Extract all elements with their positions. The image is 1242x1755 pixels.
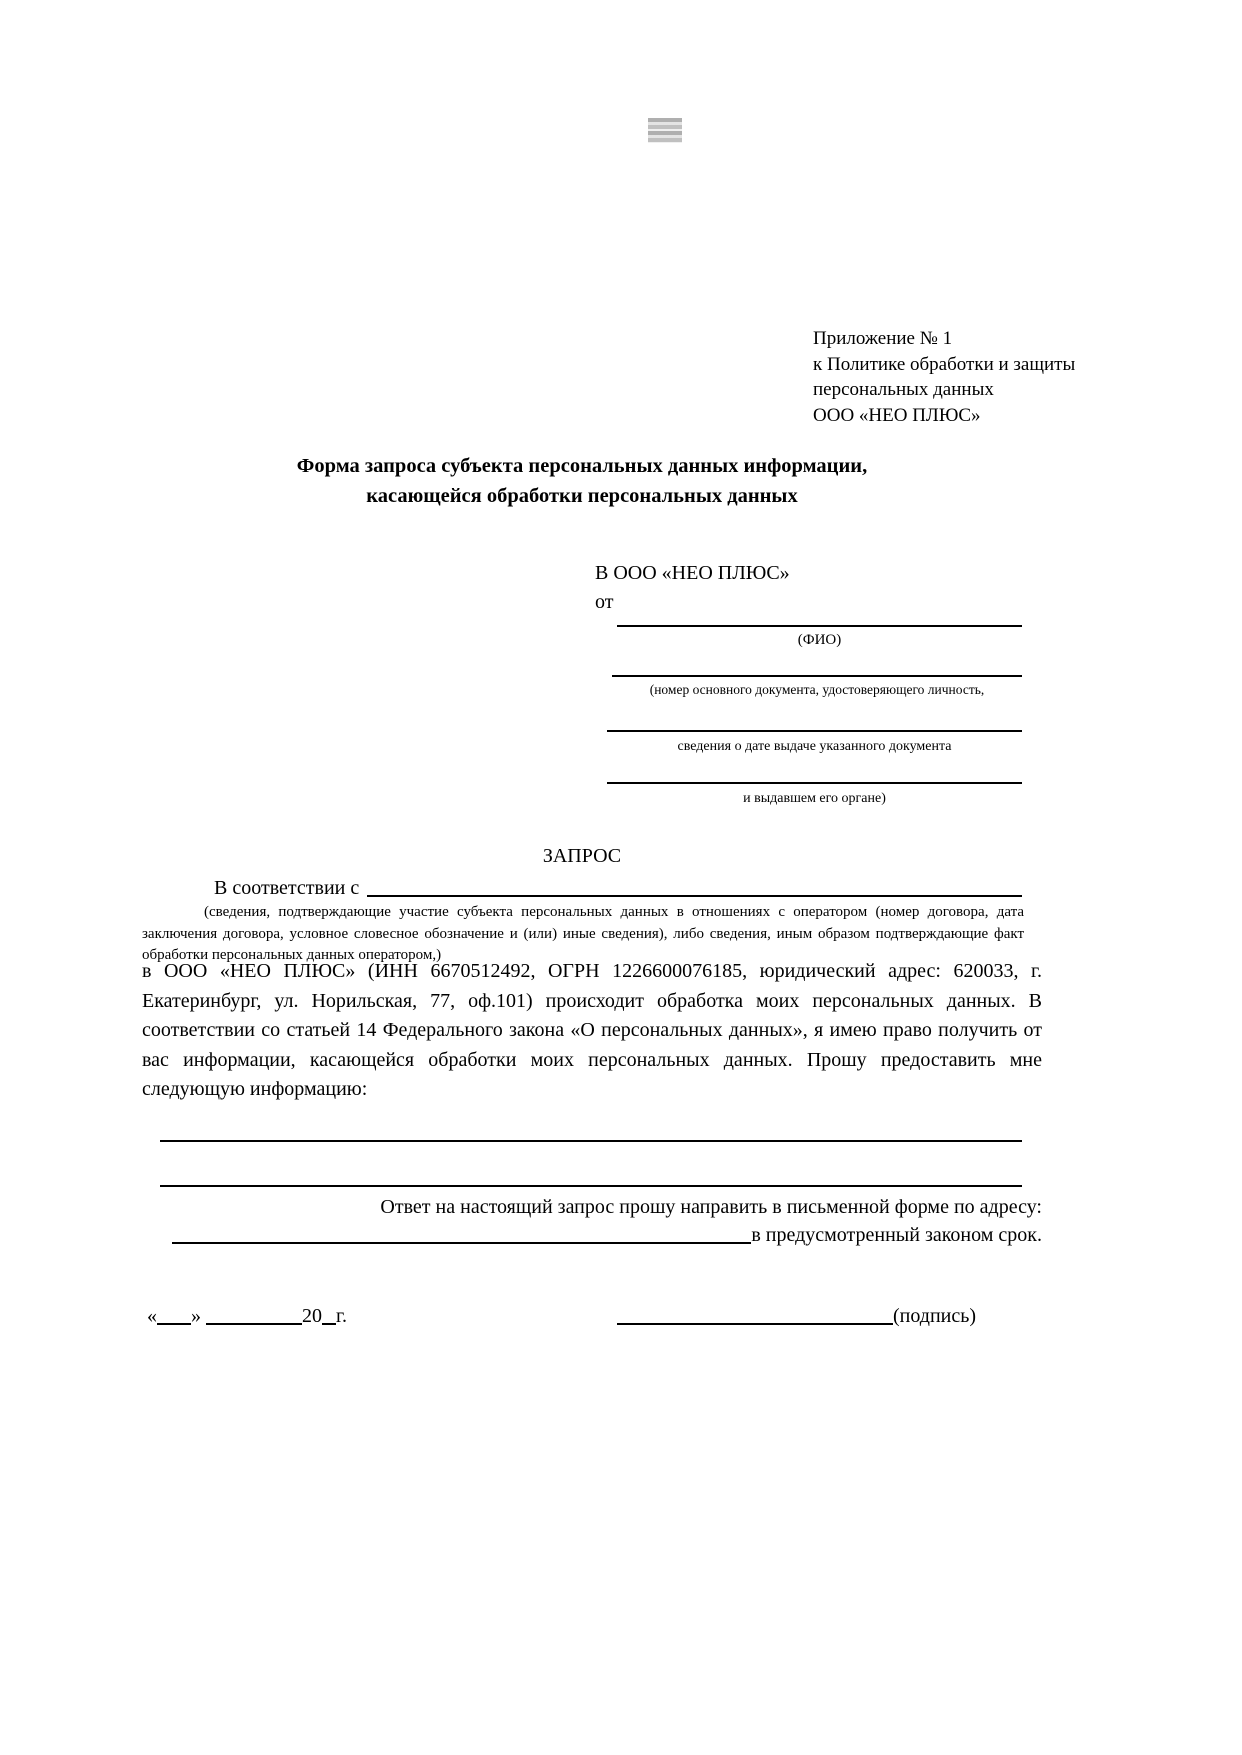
title-line-1: Форма запроса субъекта персональных данных информации,: [296, 455, 868, 477]
address-blank-line: [172, 1242, 751, 1244]
fio-caption: (ФИО): [797, 632, 842, 648]
issuing-authority-caption: и выдавшем его органе): [743, 791, 886, 806]
appendix-line-4: ООО «НЕО ПЛЮС»: [813, 404, 981, 426]
fio-field-line: [617, 625, 1022, 627]
year-suffix: г.: [336, 1305, 347, 1327]
issue-date-caption: сведения о дате выдаче указанного документа: [677, 739, 952, 754]
year-prefix: 20: [302, 1305, 322, 1327]
date-year-blank: [322, 1323, 336, 1325]
issue-date-field-line: [607, 730, 1022, 732]
document-number-caption: (номер основного документа, удостоверяющего личность,: [649, 682, 985, 697]
appendix-line-2: к Политике обработки и защиты: [813, 353, 1076, 375]
appendix-line-3: персональных данных: [813, 379, 994, 400]
answer-blank-line-1: [160, 1140, 1022, 1142]
signature-blank-line: [617, 1323, 893, 1325]
accordance-blank-line: [367, 895, 1022, 897]
open-quote: «: [147, 1305, 157, 1327]
close-quote: »: [191, 1305, 201, 1327]
from-label: от: [595, 591, 614, 613]
document-number-field-line: [612, 675, 1022, 677]
signature-row: [617, 1305, 976, 1328]
date-day-blank: [157, 1323, 191, 1325]
date-month-blank: [206, 1323, 302, 1325]
document-title: [142, 451, 1022, 511]
issuing-authority-field-line: [607, 782, 1022, 784]
addressee-line: В ООО «НЕО ПЛЮС»: [595, 562, 790, 584]
accordance-prefix: В соответствии с: [214, 877, 360, 899]
addressee-block: [595, 559, 790, 617]
small-print-note: (сведения, подтверждающие участие субъекта персональных данных в отношениях с оператором (номер договора, дата заключения договора, условное словесное обозначение и (или) иные сведения), либо сведения, иным образом подтверждающие факт обработки персональных данных оператором,): [142, 904, 1024, 963]
reply-term-text: в предусмотренный законом срок.: [751, 1224, 1042, 1246]
title-line-2: касающейся обработки персональных данных: [366, 485, 798, 507]
image-placeholder-icon: [648, 118, 682, 143]
reply-address-line: Ответ на настоящий запрос прошу направить в письменной форме по адресу:: [380, 1196, 1042, 1218]
appendix-block: [813, 326, 1075, 428]
signature-caption: (подпись): [893, 1305, 977, 1327]
request-heading: ЗАПРОС: [542, 845, 622, 867]
date-row: [147, 1305, 347, 1328]
reply-term-row: [172, 1224, 1042, 1247]
accordance-row: [142, 877, 1022, 900]
appendix-line-1: Приложение № 1: [813, 328, 953, 349]
body-paragraph: в ООО «НЕО ПЛЮС» (ИНН 6670512492, ОГРН 1226600076185, юридический адрес: 620033, г. Екатеринбург, ул. Норильская, 77, оф.101) происходит обработка моих персональных данных. В соответствии со статьей 14 Федерального закона «О персональных данных», я имею право получить от вас информации, касающейся обработки моих персональных данных. Прошу предоставить мне следующую информацию:: [142, 960, 1042, 1101]
answer-blank-line-2: [160, 1185, 1022, 1187]
